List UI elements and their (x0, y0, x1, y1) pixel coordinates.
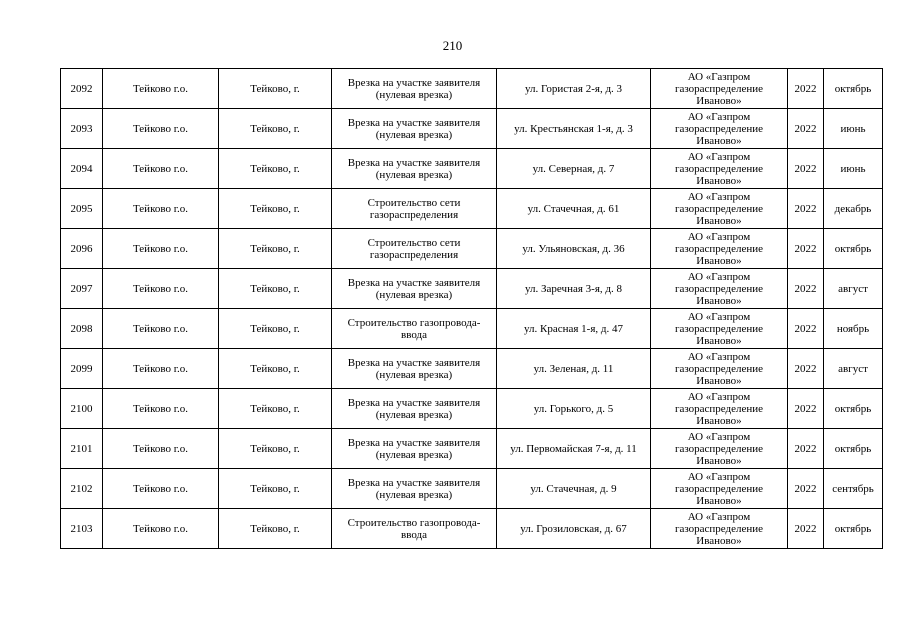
year-cell: 2022 (788, 229, 824, 269)
month-cell: июнь (824, 149, 883, 189)
locality-cell: Тейково, г. (219, 509, 332, 549)
district-cell: Тейково г.о. (103, 389, 219, 429)
organization-cell-line: АО «Газпром (687, 390, 751, 403)
month-cell: октябрь (824, 509, 883, 549)
work-type-cell (332, 229, 497, 269)
work-type-cell (332, 509, 497, 549)
organization-cell-line: АО «Газпром (687, 350, 751, 363)
table-row (61, 69, 883, 109)
district-cell: Тейково г.о. (103, 469, 219, 509)
row-number-cell: 2092 (61, 69, 103, 109)
organization-cell-line: газораспределение (674, 402, 764, 415)
organization-cell (651, 349, 788, 389)
address-cell: ул. Гористая 2-я, д. 3 (497, 69, 651, 109)
work-type-cell-line: Врезка на участке заявителя (347, 76, 481, 89)
table-row (61, 349, 883, 389)
year-cell: 2022 (788, 429, 824, 469)
work-type-cell-line: Строительство сети (367, 236, 461, 249)
address-cell: ул. Первомайская 7-я, д. 11 (497, 429, 651, 469)
work-type-cell-line: (нулевая врезка) (375, 368, 453, 381)
month-cell: август (824, 349, 883, 389)
work-type-cell (332, 149, 497, 189)
organization-cell (651, 389, 788, 429)
organization-cell-line: Иваново» (696, 454, 742, 467)
district-cell: Тейково г.о. (103, 149, 219, 189)
district-cell: Тейково г.о. (103, 509, 219, 549)
work-type-cell-line: Врезка на участке заявителя (347, 476, 481, 489)
organization-cell-line: газораспределение (674, 162, 764, 175)
table-row (61, 469, 883, 509)
organization-cell-line: газораспределение (674, 522, 764, 535)
work-type-cell (332, 189, 497, 229)
row-number-cell: 2102 (61, 469, 103, 509)
work-type-cell-line: ввода (401, 328, 427, 341)
organization-cell-line: газораспределение (674, 442, 764, 455)
organization-cell-line: газораспределение (674, 482, 764, 495)
work-type-cell-line: газораспределения (369, 248, 459, 261)
organization-cell-line: АО «Газпром (687, 70, 751, 83)
district-cell: Тейково г.о. (103, 269, 219, 309)
organization-cell-line: газораспределение (674, 202, 764, 215)
organization-cell (651, 309, 788, 349)
year-cell: 2022 (788, 469, 824, 509)
row-number-cell: 2103 (61, 509, 103, 549)
organization-cell-line: Иваново» (696, 174, 742, 187)
month-cell: июнь (824, 109, 883, 149)
locality-cell: Тейково, г. (219, 389, 332, 429)
year-cell: 2022 (788, 269, 824, 309)
organization-cell-line: газораспределение (674, 322, 764, 335)
district-cell: Тейково г.о. (103, 189, 219, 229)
organization-cell-line: Иваново» (696, 334, 742, 347)
organization-cell-line: АО «Газпром (687, 470, 751, 483)
row-number-cell: 2097 (61, 269, 103, 309)
organization-cell-line: Иваново» (696, 294, 742, 307)
year-cell: 2022 (788, 509, 824, 549)
row-number-cell: 2094 (61, 149, 103, 189)
row-number-cell: 2096 (61, 229, 103, 269)
organization-cell-line: газораспределение (674, 82, 764, 95)
year-cell: 2022 (788, 349, 824, 389)
month-cell: октябрь (824, 389, 883, 429)
address-cell: ул. Заречная 3-я, д. 8 (497, 269, 651, 309)
page-number: 210 (442, 38, 463, 53)
address-cell: ул. Стачечная, д. 9 (497, 469, 651, 509)
table-body (61, 69, 883, 549)
organization-cell-line: АО «Газпром (687, 310, 751, 323)
organization-cell-line: АО «Газпром (687, 230, 751, 243)
organization-cell-line: газораспределение (674, 282, 764, 295)
year-cell: 2022 (788, 109, 824, 149)
district-cell: Тейково г.о. (103, 69, 219, 109)
organization-cell-line: АО «Газпром (687, 270, 751, 283)
district-cell: Тейково г.о. (103, 229, 219, 269)
locality-cell: Тейково, г. (219, 149, 332, 189)
address-cell: ул. Ульяновская, д. 36 (497, 229, 651, 269)
work-type-cell-line: Строительство сети (367, 196, 461, 209)
organization-cell-line: газораспределение (674, 242, 764, 255)
locality-cell: Тейково, г. (219, 109, 332, 149)
organization-cell (651, 509, 788, 549)
row-number-cell: 2095 (61, 189, 103, 229)
organization-cell-line: Иваново» (696, 374, 742, 387)
work-type-cell-line: Врезка на участке заявителя (347, 156, 481, 169)
month-cell: сентябрь (824, 469, 883, 509)
address-cell: ул. Зеленая, д. 11 (497, 349, 651, 389)
work-type-cell-line: Строительство газопровода- (347, 316, 481, 329)
district-cell: Тейково г.о. (103, 429, 219, 469)
month-cell: декабрь (824, 189, 883, 229)
organization-cell (651, 469, 788, 509)
work-type-cell (332, 69, 497, 109)
locality-cell: Тейково, г. (219, 189, 332, 229)
year-cell: 2022 (788, 389, 824, 429)
address-cell: ул. Грозиловская, д. 67 (497, 509, 651, 549)
organization-cell (651, 269, 788, 309)
work-type-cell (332, 469, 497, 509)
work-type-cell-line: (нулевая врезка) (375, 448, 453, 461)
work-type-cell-line: Врезка на участке заявителя (347, 116, 481, 129)
year-cell: 2022 (788, 69, 824, 109)
work-type-cell-line: Врезка на участке заявителя (347, 396, 481, 409)
row-number-cell: 2099 (61, 349, 103, 389)
address-cell: ул. Крестьянская 1-я, д. 3 (497, 109, 651, 149)
work-type-cell-line: Строительство газопровода- (347, 516, 481, 529)
work-type-cell (332, 389, 497, 429)
table-row (61, 269, 883, 309)
organization-cell-line: АО «Газпром (687, 510, 751, 523)
organization-cell-line: АО «Газпром (687, 190, 751, 203)
work-type-cell-line: (нулевая врезка) (375, 408, 453, 421)
locality-cell: Тейково, г. (219, 269, 332, 309)
table-row (61, 109, 883, 149)
organization-cell-line: газораспределение (674, 122, 764, 135)
district-cell: Тейково г.о. (103, 309, 219, 349)
row-number-cell: 2093 (61, 109, 103, 149)
month-cell: октябрь (824, 429, 883, 469)
district-cell: Тейково г.о. (103, 349, 219, 389)
work-type-cell-line: газораспределения (369, 208, 459, 221)
year-cell: 2022 (788, 189, 824, 229)
table-row (61, 229, 883, 269)
locality-cell: Тейково, г. (219, 309, 332, 349)
organization-cell-line: АО «Газпром (687, 150, 751, 163)
address-cell: ул. Красная 1-я, д. 47 (497, 309, 651, 349)
address-cell: ул. Стачечная, д. 61 (497, 189, 651, 229)
organization-cell-line: АО «Газпром (687, 430, 751, 443)
work-type-cell-line: (нулевая врезка) (375, 128, 453, 141)
work-type-cell-line: (нулевая врезка) (375, 288, 453, 301)
work-type-cell (332, 269, 497, 309)
row-number-cell: 2101 (61, 429, 103, 469)
organization-cell-line: Иваново» (696, 134, 742, 147)
table-row (61, 389, 883, 429)
table-row (61, 189, 883, 229)
organization-cell (651, 429, 788, 469)
organization-cell (651, 149, 788, 189)
organization-cell (651, 229, 788, 269)
work-type-cell (332, 429, 497, 469)
organization-cell-line: АО «Газпром (687, 110, 751, 123)
gas-connection-table (60, 68, 883, 549)
work-type-cell (332, 109, 497, 149)
table-row (61, 309, 883, 349)
work-type-cell-line: (нулевая врезка) (375, 88, 453, 101)
work-type-cell-line: (нулевая врезка) (375, 488, 453, 501)
organization-cell (651, 189, 788, 229)
row-number-cell: 2100 (61, 389, 103, 429)
locality-cell: Тейково, г. (219, 229, 332, 269)
month-cell: октябрь (824, 229, 883, 269)
work-type-cell-line: Врезка на участке заявителя (347, 276, 481, 289)
month-cell: август (824, 269, 883, 309)
year-cell: 2022 (788, 309, 824, 349)
organization-cell (651, 69, 788, 109)
locality-cell: Тейково, г. (219, 69, 332, 109)
organization-cell-line: газораспределение (674, 362, 764, 375)
table-row (61, 429, 883, 469)
work-type-cell (332, 309, 497, 349)
organization-cell-line: Иваново» (696, 494, 742, 507)
locality-cell: Тейково, г. (219, 469, 332, 509)
district-cell: Тейково г.о. (103, 109, 219, 149)
work-type-cell-line: Врезка на участке заявителя (347, 436, 481, 449)
organization-cell-line: Иваново» (696, 414, 742, 427)
work-type-cell (332, 349, 497, 389)
organization-cell-line: Иваново» (696, 94, 742, 107)
organization-cell-line: Иваново» (696, 534, 742, 547)
organization-cell-line: Иваново» (696, 214, 742, 227)
month-cell: ноябрь (824, 309, 883, 349)
address-cell: ул. Горького, д. 5 (497, 389, 651, 429)
year-cell: 2022 (788, 149, 824, 189)
organization-cell (651, 109, 788, 149)
month-cell: октябрь (824, 69, 883, 109)
work-type-cell-line: ввода (401, 528, 427, 541)
locality-cell: Тейково, г. (219, 429, 332, 469)
organization-cell-line: Иваново» (696, 254, 742, 267)
table-row (61, 149, 883, 189)
work-type-cell-line: (нулевая врезка) (375, 168, 453, 181)
table-row (61, 509, 883, 549)
address-cell: ул. Северная, д. 7 (497, 149, 651, 189)
row-number-cell: 2098 (61, 309, 103, 349)
work-type-cell-line: Врезка на участке заявителя (347, 356, 481, 369)
locality-cell: Тейково, г. (219, 349, 332, 389)
